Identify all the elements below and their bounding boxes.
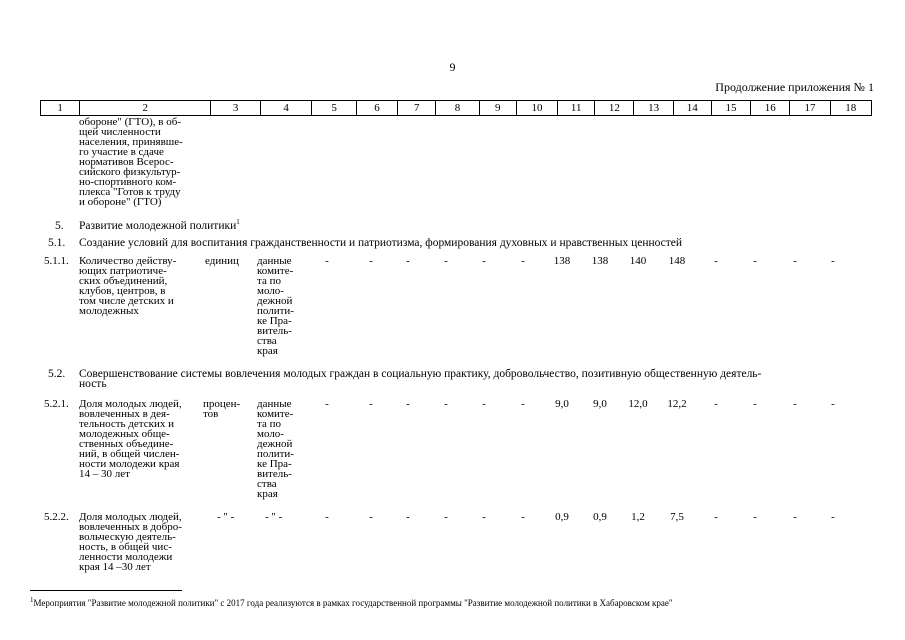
row-5-1-1-source-line: витель- — [257, 325, 292, 337]
row-5-1-1-source-line: полити- — [257, 305, 294, 317]
row-5-2-2-value-col-14: 7,5 — [670, 511, 684, 523]
row-5-2-1-name-line: 14 – 30 лет — [79, 468, 130, 480]
row-5-2-2-name-line: края 14 –30 лет — [79, 561, 151, 573]
column-header-12: 12 — [595, 101, 634, 116]
row-5-2-1-unit-line: процен- — [203, 398, 241, 410]
carryover-line: сийского физкультур- — [79, 166, 181, 178]
row-5-2-1-source-line: ке Пра- — [257, 458, 292, 470]
row-5-2-2-value-col-17: - — [793, 511, 797, 523]
row-5-1-1-source-line: комите- — [257, 265, 294, 277]
row-5-2-2-name-line: ность, в общей чис- — [79, 541, 172, 553]
row-5-2-1-source-line: полити- — [257, 448, 294, 460]
column-header-18: 18 — [830, 101, 871, 116]
row-5-2-2-name-line: вовлеченных в добро- — [79, 521, 182, 533]
column-header-2: 2 — [80, 101, 211, 116]
row-5-2-1-unit-line: тов — [203, 408, 219, 420]
row-5-1-1-source — [257, 256, 294, 356]
row-5-1-1-value-col-11: 138 — [553, 255, 571, 267]
row-5-1-1-name — [79, 256, 176, 316]
row-5-1-1-name-line: том числе детских и — [79, 295, 174, 307]
row-5-1-1-source-line: данные — [257, 255, 292, 267]
row-5-2-2-value-col-8: - — [444, 511, 448, 523]
row-5-2-1-source-line: дежной — [257, 438, 293, 450]
row-5-2-1-value-col-10: - — [521, 398, 525, 410]
row-5-1-1-value-col-9: - — [482, 255, 486, 267]
column-header-4: 4 — [260, 101, 312, 116]
row-5-2-1-value-col-11: 9,0 — [555, 398, 569, 410]
row-5-2-1-source-line: моло- — [257, 428, 284, 440]
row-5-2-2-value-col-7: - — [406, 511, 410, 523]
footnote-text: Мероприятия "Развитие молодежной политики" с 2017 года реализуются в рамках государственной программы "Развитие молодежной политики в Хабаровском крае" — [33, 598, 673, 608]
row-5-2-2-unit: - " - — [217, 511, 235, 523]
column-header-3: 3 — [211, 101, 261, 116]
continuation-label: Продолжение приложения № 1 — [715, 80, 874, 94]
footnote-ref-1: 1 — [236, 218, 240, 227]
row-5-2-1-value-col-9: - — [482, 398, 486, 410]
column-header-6: 6 — [356, 101, 397, 116]
row-5-2-1-name-line: ний, в общей числен- — [79, 448, 180, 460]
section-5-title-text: Развитие молодежной политики — [79, 220, 237, 232]
row-5-2-1-name-line: тельность детских и — [79, 418, 174, 430]
row-5-2-1-value-col-15: - — [714, 398, 718, 410]
carryover-line: плекса "Готов к труду — [79, 186, 181, 198]
row-5-2-1-value-col-7: - — [406, 398, 410, 410]
row-5-1-1-source-line: ства — [257, 335, 277, 347]
row-5-1-1-value-col-17: - — [793, 255, 797, 267]
row-5-1-1-value-col-14: 148 — [668, 255, 686, 267]
carryover-line: но-спортивного ком- — [79, 176, 177, 188]
column-header-11: 11 — [558, 101, 595, 116]
row-5-2-1-name-line: вовлеченных в дея- — [79, 408, 170, 420]
column-header-17: 17 — [790, 101, 830, 116]
footnote-separator — [30, 590, 182, 591]
row-5-1-1-value-col-15: - — [714, 255, 718, 267]
row-5-2-2-value-col-9: - — [482, 511, 486, 523]
section-5-2-number: 5.2. — [48, 368, 66, 380]
column-header-13: 13 — [634, 101, 673, 116]
row-5-2-1-value-col-18: - — [831, 398, 835, 410]
row-5-1-1-source-line: дежной — [257, 295, 293, 307]
column-header-5: 5 — [312, 101, 356, 116]
column-header-10: 10 — [516, 101, 557, 116]
row-5-2-2-name-line: ленности молодежи — [79, 551, 173, 563]
row-5-2-1-source-line: края — [257, 488, 278, 500]
row-5-1-1-name-line: ских объединений, — [79, 275, 168, 287]
row-5-1-1-value-col-8: - — [444, 255, 448, 267]
row-5-1-1-value-col-10: - — [521, 255, 525, 267]
carryover-line: нормативов Всерос- — [79, 156, 174, 168]
row-5-2-1-value-col-12: 9,0 — [593, 398, 607, 410]
column-header-1: 1 — [41, 101, 80, 116]
row-5-2-2-value-col-13: 1,2 — [631, 511, 645, 523]
row-5-1-1-value-col-12: 138 — [591, 255, 609, 267]
column-header-table — [40, 100, 872, 116]
row-5-2-1-name-line: молодежных обще- — [79, 428, 170, 440]
section-5-1-title: Создание условий для воспитания гражданственности и патриотизма, формирования духовных и нравственных ценностей — [79, 237, 683, 249]
carryover-line: и обороне" (ГТО) — [79, 196, 162, 208]
row-5-2-1-value-col-8: - — [444, 398, 448, 410]
row-5-2-1-name — [79, 399, 182, 479]
section-5-1-number: 5.1. — [48, 237, 66, 249]
row-5-2-2-value-col-6: - — [369, 511, 373, 523]
row-5-2-1-number: 5.2.1. — [44, 398, 69, 410]
row-5-2-1-value-col-16: - — [753, 398, 757, 410]
row-5-2-1-source — [257, 399, 294, 499]
row-5-1-1-source-line: ке Пра- — [257, 315, 292, 327]
row-5-1-1-value-col-6: - — [369, 255, 373, 267]
row-5-1-1-number: 5.1.1. — [44, 255, 69, 267]
row-5-2-1-source-line: данные — [257, 398, 292, 410]
column-header-7: 7 — [398, 101, 436, 116]
row-5-1-1-name-line: ющих патриотиче- — [79, 265, 167, 277]
row-5-2-2-value-col-18: - — [831, 511, 835, 523]
row-5-1-1-unit: единиц — [205, 255, 239, 267]
row-5-1-1-value-col-5: - — [325, 255, 329, 267]
section-5-2-title-line1: Совершенствование системы вовлечения молодых граждан в социальную практику, добровольчество, позитивную общественную деятель- — [79, 368, 762, 380]
carryover-line: обороне" (ГТО), в об- — [79, 116, 182, 128]
row-5-2-1-unit — [203, 399, 240, 419]
row-5-2-1-value-col-17: - — [793, 398, 797, 410]
row-5-2-1-value-col-6: - — [369, 398, 373, 410]
carryover-line: населения, принявше- — [79, 136, 183, 148]
row-5-2-2-name-line: Доля молодых людей, — [79, 511, 182, 523]
section-5-2-title-line2: ность — [79, 378, 107, 390]
row-5-2-1-name-line: ственных объедине- — [79, 438, 174, 450]
carryover-line: щей численности — [79, 126, 161, 138]
column-header-15: 15 — [711, 101, 750, 116]
row-5-2-2-value-col-5: - — [325, 511, 329, 523]
row-5-2-2-value-col-10: - — [521, 511, 525, 523]
row-5-2-2-name-line: вольческую деятель- — [79, 531, 176, 543]
footnote-marker: 1 — [30, 596, 34, 604]
row-5-2-2-name — [79, 512, 182, 572]
row-5-2-2-value-col-16: - — [753, 511, 757, 523]
row-5-2-1-name-line: Доля молодых людей, — [79, 398, 182, 410]
row-5-2-2-source: - " - — [265, 511, 283, 523]
carryover-indicator-text — [79, 117, 183, 207]
column-header-row — [41, 101, 872, 116]
row-5-2-1-value-col-14: 12,2 — [667, 398, 687, 410]
row-5-1-1-source-line: моло- — [257, 285, 284, 297]
row-5-1-1-name-line: молодежных — [79, 305, 139, 317]
column-header-16: 16 — [751, 101, 790, 116]
column-header-9: 9 — [479, 101, 516, 116]
footnote — [30, 598, 673, 608]
row-5-2-1-source-line: витель- — [257, 468, 292, 480]
row-5-1-1-name-line: Количество действу- — [79, 255, 177, 267]
row-5-1-1-value-col-18: - — [831, 255, 835, 267]
row-5-2-1-name-line: ности молодежи края — [79, 458, 180, 470]
carryover-line: го участие в сдаче — [79, 146, 164, 158]
row-5-2-1-source-line: ства — [257, 478, 277, 490]
page-number: 9 — [449, 60, 456, 74]
row-5-1-1-source-line: та по — [257, 275, 281, 287]
row-5-2-1-source-line: та по — [257, 418, 281, 430]
row-5-2-1-value-col-13: 12,0 — [628, 398, 648, 410]
column-header-14: 14 — [673, 101, 711, 116]
section-5-title — [79, 218, 240, 232]
row-5-1-1-value-col-13: 140 — [629, 255, 647, 267]
column-header-8: 8 — [436, 101, 479, 116]
row-5-2-2-value-col-12: 0,9 — [593, 511, 607, 523]
section-5-number: 5. — [55, 220, 64, 232]
row-5-2-2-number: 5.2.2. — [44, 511, 69, 523]
row-5-1-1-value-col-7: - — [406, 255, 410, 267]
row-5-1-1-value-col-16: - — [753, 255, 757, 267]
row-5-1-1-source-line: края — [257, 345, 278, 357]
row-5-2-2-value-col-11: 0,9 — [555, 511, 569, 523]
row-5-2-1-source-line: комите- — [257, 408, 294, 420]
row-5-2-1-value-col-5: - — [325, 398, 329, 410]
row-5-2-2-value-col-15: - — [714, 511, 718, 523]
row-5-1-1-name-line: клубов, центров, в — [79, 285, 166, 297]
